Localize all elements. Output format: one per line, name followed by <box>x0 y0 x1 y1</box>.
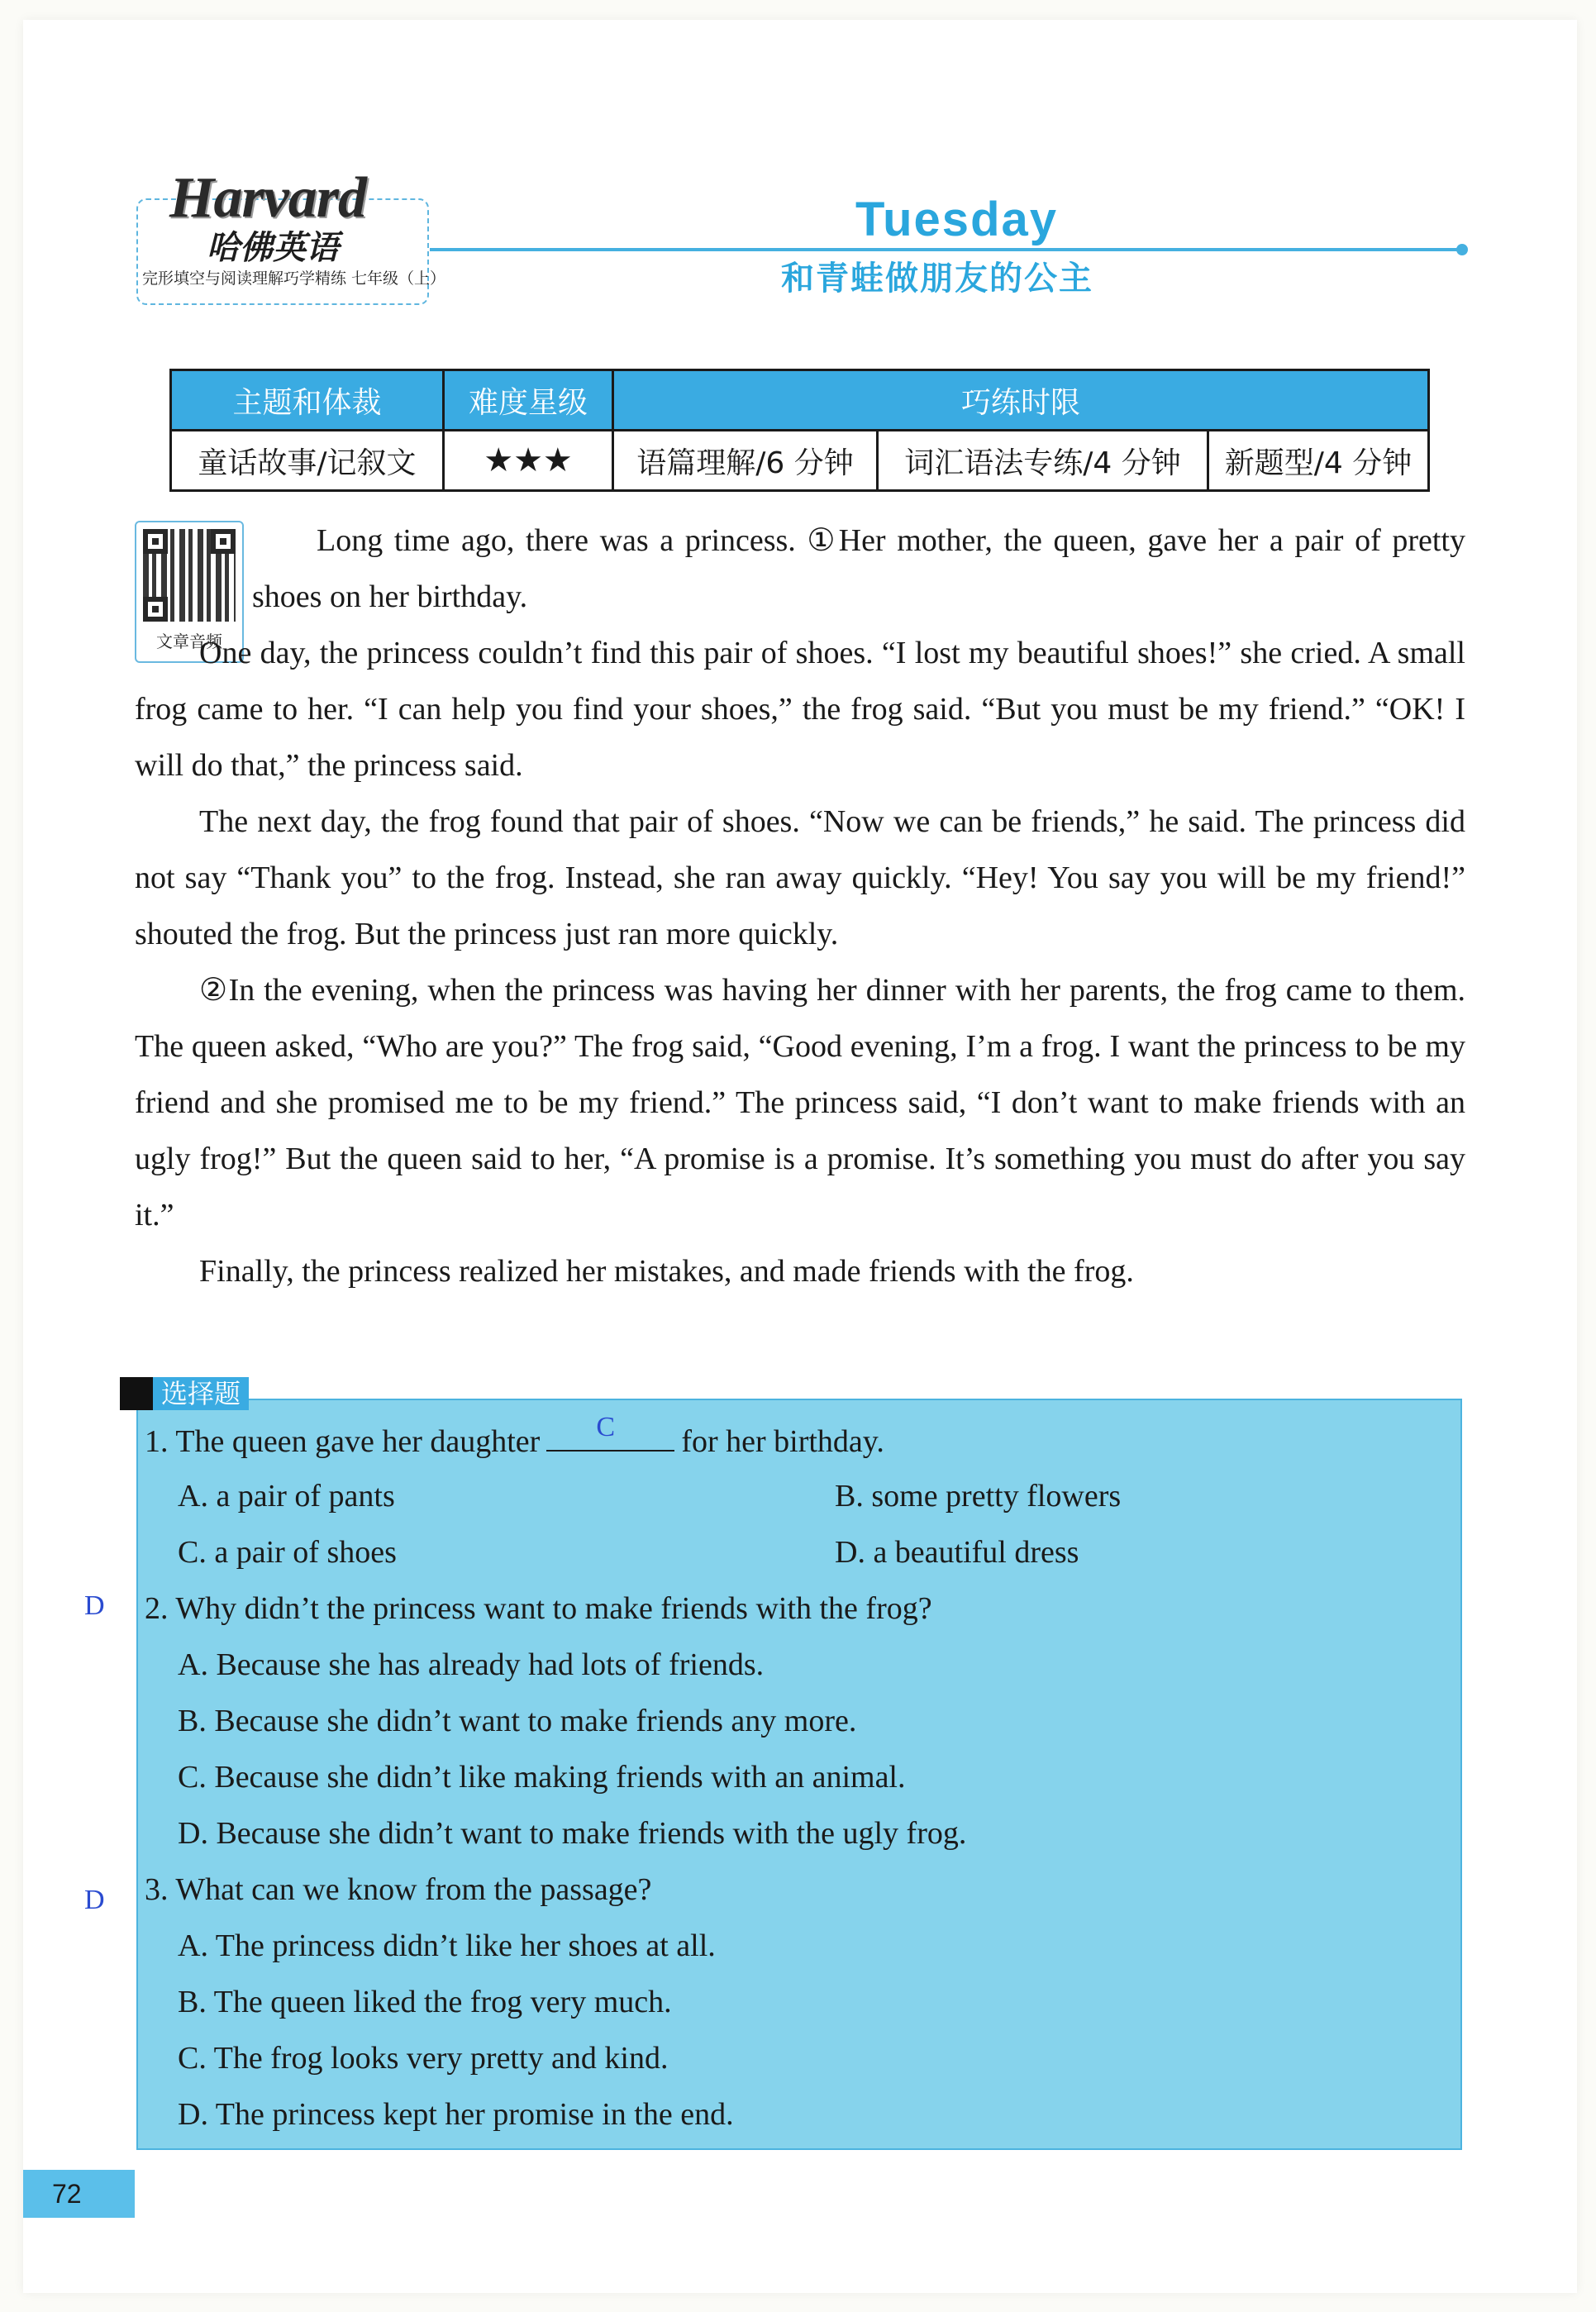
question-1-stem <box>145 1412 884 1460</box>
info-header-topic: 主题和体裁 <box>171 370 444 431</box>
question-1-option-d[interactable]: D. a beautiful dress <box>835 1535 1079 1570</box>
question-3-option-a[interactable]: A. The princess didn’t like her shoes at all. <box>178 1928 716 1963</box>
logo-subtitle: 完形填空与阅读理解巧学精练 七年级（上） <box>142 269 446 288</box>
question-1-stem-before: 1. The queen gave her daughter <box>145 1424 541 1459</box>
passage-paragraph-2: One day, the princess couldn’t find this pair of shoes. “I lost my beautiful shoes!” she cried. A small frog came to her. “I can help you find your shoes,” the frog said. “But you must be my friend.” “OK! I will do that,” the princess said. <box>135 636 1465 783</box>
info-time-reading: 语篇理解/6 分钟 <box>613 431 878 491</box>
info-header-time: 巧练时限 <box>613 370 1429 431</box>
question-1-answer: C <box>596 1412 616 1442</box>
question-3-option-b[interactable]: B. The queen liked the frog very much. <box>178 1985 672 2019</box>
info-table <box>169 369 1430 492</box>
question-2-option-a[interactable]: A. Because she has already had lots of friends. <box>178 1647 765 1682</box>
question-3-answer: D <box>84 1885 105 1915</box>
page-title: Tuesday <box>855 193 1059 246</box>
question-1-option-b[interactable]: B. some pretty flowers <box>835 1479 1122 1514</box>
info-time-vocab: 词汇语法专练/4 分钟 <box>878 431 1208 491</box>
header-divider <box>430 248 1463 251</box>
info-stars: ★★★ <box>444 431 613 491</box>
info-table-row <box>171 431 1429 491</box>
info-header-difficulty: 难度星级 <box>444 370 613 431</box>
question-1-stem-after: for her birthday. <box>681 1424 884 1459</box>
questions-tag-label: 选择题 <box>153 1377 249 1410</box>
question-1-option-a[interactable]: A. a pair of pants <box>178 1479 395 1514</box>
logo-title: Harvard <box>169 166 366 230</box>
questions-tag <box>120 1377 249 1410</box>
question-2-stem: 2. Why didn’t the princess want to make friends with the frog? <box>145 1591 932 1626</box>
passage-paragraph-4: ②In the evening, when the princess was having her dinner with her parents, the frog came to them. The queen asked, “Who are you?” The frog said, “Good evening, I’m a frog. I want the princess to be my friend and she promised me to be my friend.” The princess said, “I don’t want to make friends with an ugly frog!” But the queen said to her, “A promise is a promise. It’s something you must do after you say it.” <box>135 973 1465 1232</box>
passage-paragraph-3: The next day, the frog found that pair of shoes. “Now we can be friends,” he said. The princess did not say “Thank you” to the frog. Instead, she ran away quickly. “Hey! You say you will be my friend!” shouted the frog. But the princess just ran more quickly. <box>135 804 1465 951</box>
question-1-option-c[interactable]: C. a pair of shoes <box>178 1535 397 1570</box>
question-3-option-c[interactable]: C. The frog looks very pretty and kind. <box>178 2041 669 2076</box>
passage-paragraph-5: Finally, the princess realized her mistakes, and made friends with the frog. <box>199 1254 1134 1289</box>
question-3-option-d[interactable]: D. The princess kept her promise in the end. <box>178 2097 734 2132</box>
question-3-stem: 3. What can we know from the passage? <box>145 1872 652 1907</box>
page-number: 72 <box>23 2170 135 2218</box>
header-divider-dot <box>1456 244 1468 255</box>
qr-label: 文章音频 <box>156 632 222 651</box>
passage-paragraph-1: Long time ago, there was a princess. ①Her mother, the queen, gave her a pair of pretty shoes on her birthday. <box>252 523 1465 614</box>
question-2-answer: D <box>84 1590 105 1621</box>
info-time-new: 新题型/4 分钟 <box>1208 431 1429 491</box>
info-topic: 童话故事/记叙文 <box>171 431 444 491</box>
page-subtitle: 和青蛙做朋友的公主 <box>781 260 1093 298</box>
info-table-header-row <box>171 370 1429 431</box>
reading-passage <box>135 512 1465 1299</box>
questions-tag-square <box>120 1377 153 1410</box>
question-2-option-c[interactable]: C. Because she didn’t like making friends with an animal. <box>178 1760 906 1795</box>
question-1-blank <box>546 1412 674 1452</box>
logo-chinese: 哈佛英语 <box>207 229 339 267</box>
question-2-option-d[interactable]: D. Because she didn’t want to make friends with the ugly frog. <box>178 1816 967 1851</box>
question-2-option-b[interactable]: B. Because she didn’t want to make friends any more. <box>178 1704 857 1738</box>
